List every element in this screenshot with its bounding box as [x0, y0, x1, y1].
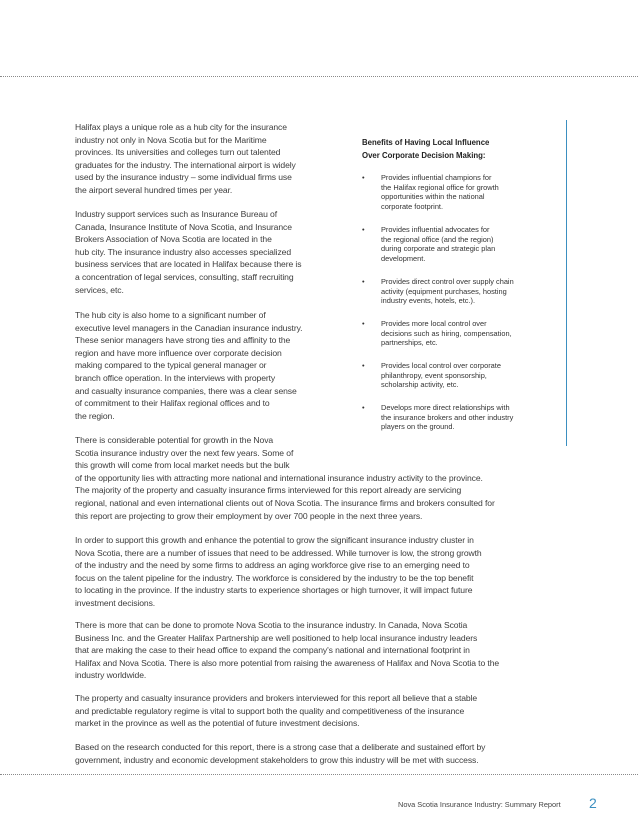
text-line: In order to support this growth and enhance the potential to grow the significant insurance industry cluster in — [75, 535, 474, 545]
bullet-line: philanthropy, event sponsorship, — [381, 370, 487, 380]
text-line: Nova Scotia, there are a number of issues that need to be addressed. While turnover is low, the strong growth — [75, 547, 482, 558]
bullet-line: industry events, hotels, etc.). — [381, 296, 476, 306]
bullet-line: Provides direct control over supply chain — [381, 277, 514, 286]
text-line: and casualty insurance companies, there was a clear sense — [75, 385, 297, 396]
text-line: market in the province as well as the potential of future investment decisions. — [75, 718, 360, 729]
bullet-line: scholarship activity, etc. — [381, 380, 459, 390]
bullet-line: Provides more local control over — [381, 319, 487, 328]
bullet-icon: • — [362, 319, 365, 328]
bullet-line: opportunities within the national — [381, 192, 485, 202]
text-line: a concentration of legal services, consulting, staff recruiting — [75, 271, 294, 282]
text-line: focus on the talent pipeline for the industry. The workforce is considered by the industry to be the top benefit — [75, 572, 474, 583]
text-line: provinces. Its universities and colleges turn out talented — [75, 147, 281, 158]
bullet-line: players on the ground. — [381, 422, 455, 432]
text-line: and predictable regulatory regime is vital to support both the quality and competitiveness of the insurance — [75, 705, 465, 716]
bullet-line: development. — [381, 253, 426, 263]
text-line: of the industry and the need by some firms to address an aging workforce give rise to an emerging need to — [75, 560, 470, 571]
bullet-line: corporate footprint. — [381, 201, 444, 211]
bullet-line: the regional office (and the region) — [381, 234, 494, 244]
text-line: executive level managers in the Canadian insurance industry. — [75, 322, 303, 333]
footer-report-title: Nova Scotia Insurance Industry: Summary Report — [398, 800, 561, 809]
bullet-line: decisions such as hiring, compensation, — [381, 328, 512, 338]
text-line: Based on the research conducted for this report, there is a strong case that a deliberate and sustained effort by — [75, 742, 486, 752]
bullet-icon: • — [362, 403, 365, 412]
sidebar-title-line: Benefits of Having Local Influence — [362, 138, 490, 147]
text-line: branch office operation. In the interviews with property — [75, 372, 276, 383]
top-dotted-rule — [0, 76, 638, 77]
bottom-dotted-rule — [0, 774, 638, 775]
bullet-line: partnerships, etc. — [381, 338, 438, 348]
text-line: Brokers Association of Nova Scotia are located in the — [75, 234, 272, 245]
text-line: regional, national and even international clients out of Nova Scotia. The insurance firms and brokers consulted for — [75, 497, 495, 508]
text-line: the airport several hundred times per year. — [75, 184, 233, 195]
text-line: this report are projecting to grow their employment by over 700 people in the next three years. — [75, 510, 423, 521]
text-line: There is more that can be done to promote Nova Scotia to the insurance industry. In Canada, Nova Scotia — [75, 620, 468, 630]
text-line: used by the insurance industry – some individual firms use — [75, 172, 292, 183]
paragraph-growth-potential — [75, 434, 495, 522]
paragraph-support-services — [75, 208, 301, 296]
text-line: Business Inc. and the Greater Halifax Partnership are well positioned to help local insurance industry leaders — [75, 632, 478, 643]
bullet-icon: • — [362, 277, 365, 286]
bullet-line: Provides local control over corporate — [381, 361, 501, 370]
text-line: region and have more influence over corporate decision — [75, 347, 282, 358]
bullet-icon: • — [362, 225, 365, 234]
text-line: Scotia insurance industry over the next few years. Some of — [75, 447, 294, 458]
paragraph-regulatory-regime — [75, 692, 477, 730]
text-line: The majority of the property and casualty insurance firms interviewed for this report already are servicing — [75, 485, 462, 496]
text-line: Canada, Insurance Institute of Nova Scotia, and Insurance — [75, 221, 292, 232]
text-line: The property and casualty insurance providers and brokers interviewed for this report all believe that a stable — [75, 693, 478, 703]
text-line: business services that are located in Halifax because there is — [75, 259, 302, 270]
text-line: investment decisions. — [75, 597, 156, 608]
sidebar-title — [362, 136, 489, 162]
text-line: of the opportunity lies with attracting more national and international insurance industry activity to the province. — [75, 472, 483, 483]
text-line: making compared to the typical general manager or — [75, 360, 267, 371]
text-line: services, etc. — [75, 284, 124, 295]
benefits-sidebar — [352, 120, 567, 446]
paragraph-talent-pipeline — [75, 534, 482, 610]
page-number: 2 — [589, 795, 597, 811]
bullet-icon: • — [362, 361, 365, 370]
text-line: this growth will come from local market needs but the bulk — [75, 460, 290, 471]
bullet-line: Develops more direct relationships with — [381, 403, 510, 412]
text-line: Halifax plays a unique role as a hub city for the insurance — [75, 122, 287, 132]
text-line: hub city. The insurance industry also accesses specialized — [75, 246, 292, 257]
paragraph-conclusion — [75, 741, 485, 766]
bullet-line: the Halifax regional office for growth — [381, 182, 499, 192]
text-line: graduates for the industry. The international airport is widely — [75, 159, 296, 170]
text-line: to locating in the province. If the industry starts to experience shortages or high turnover, it will impact future — [75, 585, 473, 596]
text-line: the region. — [75, 410, 115, 421]
bullet-line: Provides influential champions for — [381, 173, 492, 182]
text-line: that are making the case to their head office to expand the company's national and international footprint in — [75, 645, 470, 656]
bullet-line: the insurance brokers and other industry — [381, 412, 514, 422]
text-line: industry not only in Nova Scotia but for the Maritime — [75, 134, 267, 145]
text-line: There is considerable potential for growth in the Nova — [75, 435, 274, 445]
text-line: government, industry and economic development stakeholders to grow this industry will be met with success. — [75, 754, 479, 765]
bullet-icon: • — [362, 173, 365, 182]
paragraph-executive-managers — [75, 309, 302, 422]
bullet-line: during corporate and strategic plan — [381, 244, 496, 254]
paragraph-promote-nova-scotia — [75, 619, 499, 682]
text-line: These senior managers have strong ties and affinity to the — [75, 335, 291, 346]
text-line: Halifax and Nova Scotia. There is also more potential from raising the awareness of Halifax and Nova Scotia to the — [75, 657, 500, 668]
paragraph-hub-city — [75, 121, 296, 197]
bullet-line: Provides influential advocates for — [381, 225, 490, 234]
text-line: industry worldwide. — [75, 670, 147, 681]
text-line: of commitment to their Halifax regional offices and to — [75, 398, 270, 409]
bullet-line: activity (equipment purchases, hosting — [381, 286, 507, 296]
text-line: The hub city is also home to a significant number of — [75, 310, 266, 320]
text-line: Industry support services such as Insurance Bureau of — [75, 209, 278, 219]
sidebar-title-line: Over Corporate Decision Making: — [362, 151, 486, 160]
